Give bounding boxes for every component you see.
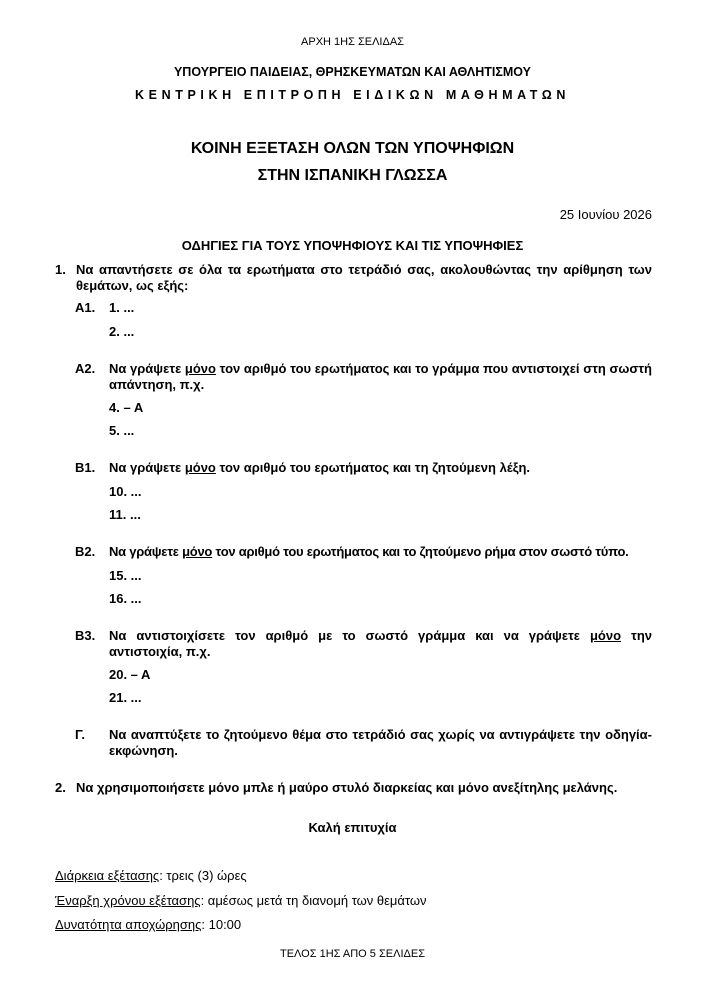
section-b2-text: Να γράψετε μόνο τον αριθμό του ερωτήματος και το ζητούμενο ρήμα στον σωστό τύπο. [109,544,629,559]
ministry-name: ΥΠΟΥΡΓΕΙΟ ΠΑΙΔΕΙΑΣ, ΘΡΗΣΚΕΥΜΑΤΩΝ ΚΑΙ ΑΘΛΗΤΙΣΜΟΥ [173,65,532,79]
duration-label: Διάρκεια εξέτασης [55,868,160,883]
section-a2-text: Να γράψετε μόνο τον αριθμό του ερωτήματος και το γράμμα που αντιστοιχεί στη σωστή απάντηση, π.χ. [109,361,652,392]
section-b3-example2: 21. ... [109,690,142,705]
section-b3-text: Να αντιστοιχίσετε τον αριθμό με το σωστό γράμμα και να γράψετε μόνο την αντιστοιχία, π.χ. [109,628,652,659]
section-a1-example2: 2. ... [109,324,135,339]
good-luck: Καλή επιτυχία [308,820,397,835]
item2-number: 2. [55,780,66,795]
only-emphasis: μόνο [589,628,622,643]
committee-name: ΚΕΝΤΡΙΚΗ ΕΠΙΤΡΟΠΗ ΕΙΔΙΚΩΝ ΜΑΘΗΜΑΤΩΝ [135,88,570,102]
leave-info [55,917,241,932]
only-emphasis: μόνο [184,361,216,376]
instructions-heading: ΟΔΗΓΙΕΣ ΓΙΑ ΤΟΥΣ ΥΠΟΨΗΦΙΟΥΣ ΚΑΙ ΤΙΣ ΥΠΟΨΗΦΙΕΣ [181,238,524,253]
section-b3-label: Β3. [75,628,96,643]
exam-title-line1: ΚΟΙΝΗ ΕΞΕΤΑΣΗ ΟΛΩΝ ΤΩΝ ΥΠΟΨΗΦΙΩΝ [190,140,515,157]
start-info [55,893,427,908]
section-b2-example1: 15. ... [109,568,142,583]
item1-number: 1. [55,262,66,277]
section-g-text: Να αναπτύξετε το ζητούμενο θέμα στο τετράδιό σας χωρίς να αντιγράψετε την οδηγία-εκφώνηση. [109,727,652,758]
section-a2-example1: 4. – A [109,400,144,415]
only-emphasis: μόνο [182,544,213,559]
section-b1-text: Να γράψετε μόνο τον αριθμό του ερωτήματος και τη ζητούμενη λέξη. [109,460,531,475]
item1-text: Να απαντήσετε σε όλα τα ερωτήματα στο τετράδιό σας, ακολουθώντας την αρίθμηση των θεμάτων, ως εξής: [76,262,652,293]
section-b3-example1: 20. – A [109,667,151,682]
page-start-marker: ΑΡΧΗ 1ΗΣ ΣΕΛΙΔΑΣ [301,36,404,48]
section-a2-example2: 5. ... [109,423,135,438]
section-g-label: Γ. [75,727,85,742]
start-value: : αμέσως μετά τη διανομή των θεμάτων [200,893,427,908]
duration-value: : τρεις (3) ώρες [159,868,247,883]
start-label: Έναρξη χρόνου εξέτασης [55,893,201,908]
section-a2-label: Α2. [75,361,96,376]
leave-label: Δυνατότητα αποχώρησης [55,917,202,932]
section-b1-example2: 11. ... [109,507,141,522]
section-b2-label: Β2. [75,544,96,559]
exam-title-line2: ΣΤΗΝ ΙΣΠΑΝΙΚΗ ΓΛΩΣΣΑ [257,167,448,184]
section-a1-label: Α1. [75,300,96,315]
section-b1-example1: 10. ... [109,484,142,499]
section-b2-example2: 16. ... [109,591,142,606]
page-end-marker: ΤΕΛΟΣ 1ΗΣ ΑΠΟ 5 ΣΕΛΙΔΕΣ [280,948,425,960]
section-b1-label: Β1. [75,460,96,475]
item2-text: Να χρησιμοποιήσετε μόνο μπλε ή μαύρο στυλό διαρκείας και μόνο ανεξίτηλης μελάνης. [76,780,618,795]
section-a1-example1: 1. ... [109,300,135,315]
duration-info [55,868,247,883]
only-emphasis: μόνο [184,460,216,475]
exam-date: 25 Ιουνίου 2026 [559,207,652,222]
leave-value: : 10:00 [201,917,242,932]
